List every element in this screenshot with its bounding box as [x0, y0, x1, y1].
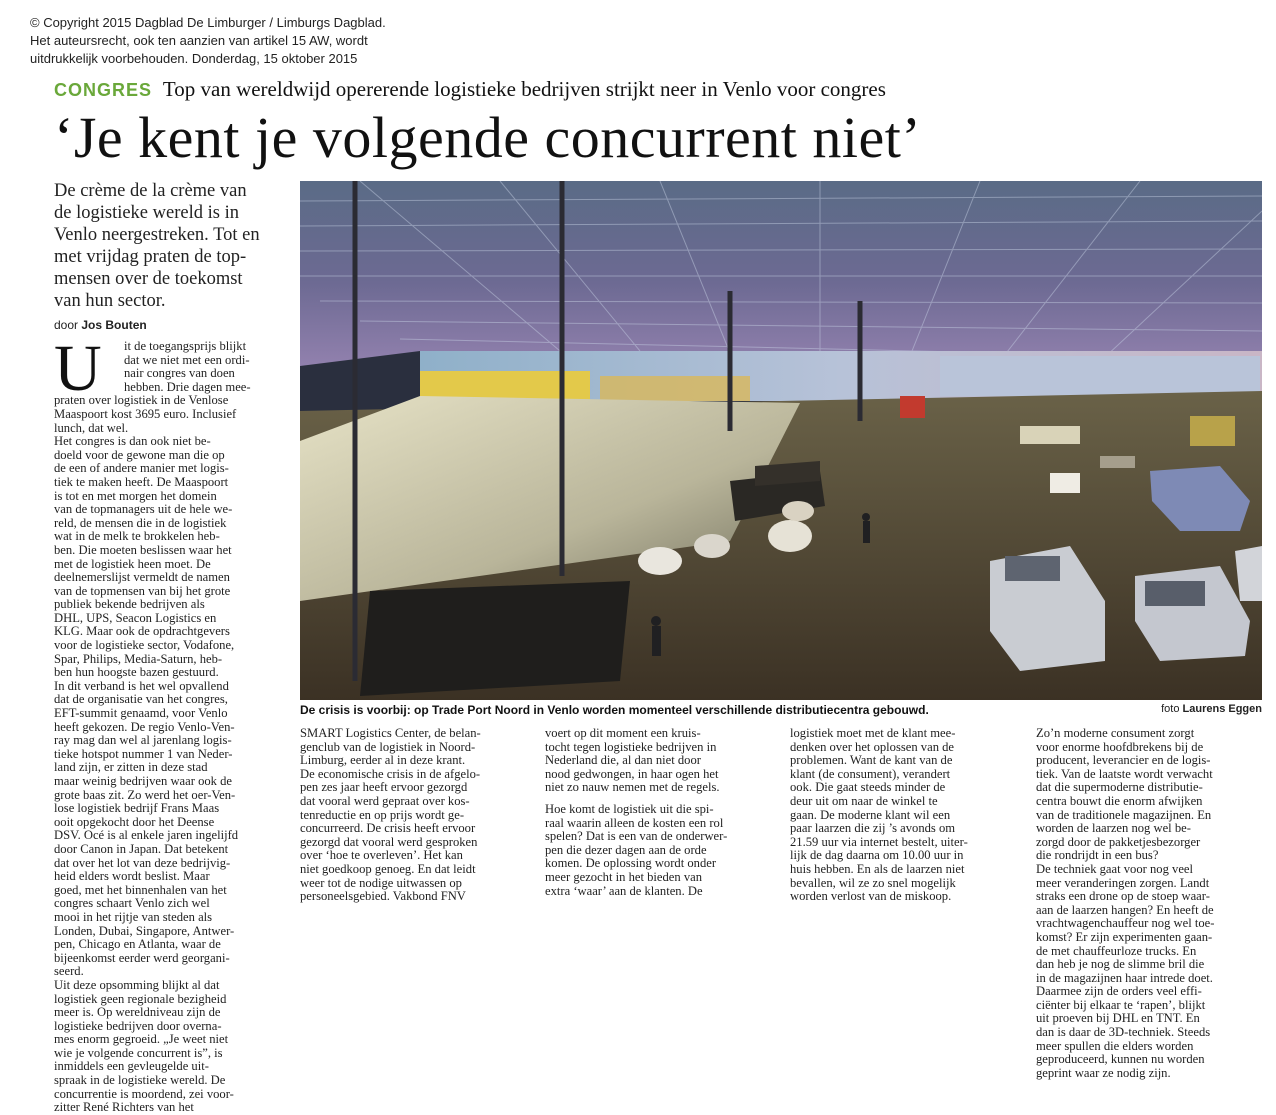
- text-line: personeelsgebied. Vakbond FNV: [300, 889, 466, 904]
- text-line: pen, Chicago en Atlanta, waar de: [54, 937, 221, 952]
- text-line: pen die dezer dagen aan de orde: [545, 842, 707, 857]
- intro-line: van hun sector.: [54, 291, 166, 311]
- text-line: inmiddels een gevleugelde uit-: [54, 1059, 209, 1074]
- text-line: ray mag dan wel al jarenlang logis-: [54, 733, 232, 748]
- text-line: maar weinig bedrijven waar ook de: [54, 774, 232, 788]
- byline-author: Jos Bouten: [81, 318, 147, 332]
- intro-line: mensen over de toekomst: [54, 269, 243, 289]
- text-line: ben hun hoogste bazen gestuurd.: [54, 665, 219, 680]
- text-line: in de magazijnen haar intrede doet.: [1036, 970, 1213, 985]
- text-line: is tot en met morgen het domein: [54, 488, 217, 503]
- text-line: logistieke bedrijven door overna-: [54, 1018, 222, 1033]
- text-line: land zijn, er zitten in deze stad: [54, 760, 208, 775]
- text-line: logistiek geen regionale bezigheid: [54, 991, 227, 1006]
- text-line: die rondrijdt in een bus?: [1036, 848, 1159, 863]
- text-line: ciënter bij elkaar te ‘rapen’, blijkt: [1036, 997, 1206, 1012]
- text-line: spelen? Dat is een van de onderwer-: [545, 829, 728, 844]
- text-line: dan is daar de 3D-techniek. Steeds: [1036, 1025, 1211, 1040]
- text-line: ben. Die moeten beslissen waar het: [54, 542, 232, 557]
- text-line: Maaspoort kost 3695 euro. Inclusief: [54, 406, 237, 421]
- text-line: van de topmensen van bij het grote: [54, 583, 231, 598]
- text-line: over ‘hoe te overleven’. Het kan: [300, 848, 463, 863]
- text-line: dat vooral werd gepraat over kos-: [300, 793, 470, 808]
- text-line: dan heb je nog de slimme bril die: [1036, 957, 1205, 972]
- text-line: lijk de dag daarna om 10.00 uur in: [790, 848, 964, 863]
- text-line: dat we niet met een ordi-: [124, 352, 250, 367]
- text-line: klant (de consument), verandert: [790, 766, 951, 781]
- text-line: De economische crisis in de afgelo-: [300, 766, 481, 781]
- kicker-label: CONGRES: [54, 80, 153, 100]
- text-line: voor de logistieke sector, Vodafone,: [54, 638, 235, 653]
- text-line: Daarmee zijn de orders veel effi-: [1036, 984, 1202, 999]
- column-paragraph: [545, 803, 775, 898]
- text-line: meer is. Op wereldniveau zijn de: [54, 1005, 221, 1020]
- text-line: voor enorme hoofdbrekens bij de: [1036, 739, 1204, 754]
- text-line: van de traditionele magazijnen. En: [1036, 807, 1212, 822]
- text-line: spraak in de logistieke wereld. De: [54, 1073, 226, 1088]
- text-line: ooit opgekocht door het Deense: [54, 814, 215, 829]
- text-line: mes enorm gegroeid. „Je weet niet: [54, 1032, 229, 1047]
- text-line: bevallen, wil ze zo snel mogelijk: [790, 875, 956, 890]
- text-line: met de logistiek heen moet. De: [54, 556, 211, 571]
- text-line: tieke hotspot nummer 1 van Neder-: [54, 746, 233, 761]
- text-line: niet zo nauw nemen met de regels.: [545, 780, 720, 795]
- text-line: SMART Logistics Center, de belan-: [300, 726, 481, 740]
- text-line: tenreductie en op prijs wordt ge-: [300, 807, 465, 822]
- text-line: 21.59 uur via internet bestelt, uiter-: [790, 834, 968, 849]
- text-line: meer spullen die elders worden: [1036, 1038, 1194, 1053]
- text-line: KLG. Maar ook de opdrachtgevers: [54, 624, 230, 639]
- text-line: geproduceerd, kunnen nu worden: [1036, 1052, 1205, 1067]
- text-line: heeft gekozen. De regio Venlo-Ven-: [54, 719, 235, 734]
- column-paragraph: [545, 727, 775, 795]
- text-line: komst? Er zijn experimenten gaan-: [1036, 929, 1213, 944]
- intro-line: De crème de la crème van: [54, 181, 247, 201]
- text-line: dat de organisatie van het congres,: [54, 692, 228, 707]
- text-line: congres schaart Venlo zich wel: [54, 896, 210, 911]
- credit-prefix: foto: [1161, 703, 1180, 715]
- text-line: meer veranderingen zorgen. Landt: [1036, 875, 1210, 890]
- text-line: EFT-summit genaamd, voor Venlo: [54, 706, 228, 721]
- text-line: tiek. Van de laatste wordt verwacht: [1036, 766, 1213, 781]
- intro-line: met vrijdag praten de top-: [54, 247, 247, 267]
- warehouse-photo: [300, 181, 1262, 700]
- headline: ‘Je kent je volgende concurrent niet’: [54, 105, 922, 170]
- text-line: zitter René Richters van het: [54, 1100, 194, 1115]
- text-line: aan de laarzen hangen? En heeft de: [1036, 902, 1214, 917]
- text-line: pen zes jaar heeft ervoor gezorgd: [300, 780, 468, 795]
- text-line: door Canon in Japan. Dat betekent: [54, 841, 229, 856]
- text-line: tiek te maken heeft. De Maaspoort: [54, 474, 229, 489]
- text-line: van de topmanagers uit de hele we-: [54, 502, 233, 517]
- text-line: mooi in het rijtje van steden als: [54, 909, 213, 924]
- text-line: gezorgd dat vooral werd gesproken: [300, 834, 478, 849]
- text-line: raal waarin alleen de kosten een rol: [545, 815, 724, 830]
- text-line: worden verlost van de miskoop.: [790, 889, 952, 904]
- byline-prefix: door: [54, 318, 79, 332]
- text-line: de met chauffeurloze trucks. En: [1036, 943, 1197, 958]
- article-column-2: [300, 727, 530, 904]
- subhead: Top van wereldwijd opererende logistieke bedrijven strijkt neer in Venlo voor congres: [162, 77, 886, 101]
- text-line: publiek bekende bedrijven als: [54, 597, 205, 612]
- article-column-3: [545, 727, 775, 898]
- copyright-line: Het auteursrecht, ook ten aanzien van artikel 15 AW, wordt: [30, 33, 368, 48]
- text-line: straks een drone op de stoep waar-: [1036, 889, 1210, 904]
- text-line: centra bouwt die enorm afwijken: [1036, 793, 1203, 808]
- text-line: Spar, Philips, Media-Saturn, heb-: [54, 651, 223, 666]
- text-line: extra ‘waar’ aan de klanten. De: [545, 883, 703, 898]
- text-line: zorgd door de pakketjesbezorger: [1036, 834, 1201, 849]
- text-line: deur uit om naar de winkel te: [790, 793, 938, 808]
- text-line: worden de laarzen nog wel be-: [1036, 821, 1191, 836]
- text-line: grote baas zit. Zo werd het oer-Ven-: [54, 787, 236, 802]
- subhead-row: [54, 77, 886, 102]
- text-line: Londen, Dubai, Singapore, Antwer-: [54, 923, 235, 938]
- text-line: lunch, dat wel.: [54, 420, 129, 435]
- text-line: praten over logistiek in de Venlose: [54, 393, 229, 408]
- text-line: denken over het oplossen van de: [790, 739, 955, 754]
- text-line: weer tot de nodige uitwassen op: [300, 875, 462, 890]
- text-line: Limburg, eerder al in deze krant.: [300, 753, 466, 768]
- text-line: wie je volgende concurrent is”, is: [54, 1045, 223, 1060]
- article-column-1: [54, 332, 284, 1115]
- text-line: de een of andere manier met logis-: [54, 461, 229, 476]
- photo-caption: De crisis is voorbij: op Trade Port Noord in Venlo worden momenteel verschillende distributiecentra gebouwd.: [300, 703, 929, 717]
- text-line: doeld voor de gewone man die op: [54, 447, 225, 462]
- text-line: nood gedwongen, in haar ogen het: [545, 766, 719, 781]
- text-line: logistiek moet met de klant mee-: [790, 726, 956, 740]
- copyright-line: © Copyright 2015 Dagblad De Limburger / Limburgs Dagblad.: [30, 15, 386, 30]
- text-line: gaan. De moderne klant wil een: [790, 807, 951, 822]
- text-line: vrachtwagenchauffeur nog wel toe-: [1036, 916, 1215, 931]
- byline: [54, 318, 147, 332]
- text-line: heid elders wordt beslist. Maar: [54, 869, 210, 884]
- text-line: geprint waar ze nodig zijn.: [1036, 1065, 1171, 1080]
- text-line: concurreerd. De crisis heeft ervoor: [300, 821, 476, 836]
- text-line: De techniek gaat voor nog veel: [1036, 861, 1194, 876]
- text-line: DSV. Océ is al enkele jaren ingelijfd: [54, 828, 239, 843]
- text-line: reld, de mensen die in de logistiek: [54, 515, 227, 530]
- text-line: goed, met het binnenhalen van het: [54, 882, 227, 897]
- text-line: ook. Die gaat steeds minder de: [790, 780, 946, 795]
- text-line: bijeenkomst eerder werd georgani-: [54, 950, 230, 965]
- photo-credit: [1161, 703, 1262, 715]
- article-column-4: [790, 727, 1020, 904]
- text-line: producent, leverancier en de logis-: [1036, 753, 1211, 768]
- text-line: problemen. Want de kant van de: [790, 753, 953, 768]
- text-line: hebben. Drie dagen mee-: [124, 379, 251, 394]
- intro-paragraph: [54, 180, 289, 312]
- copyright-notice: [30, 14, 386, 68]
- text-line: Hoe komt de logistiek uit die spi-: [545, 801, 714, 816]
- text-line: wat in de melk te brokkelen heb-: [54, 529, 220, 544]
- text-line: huis hebben. En als de laarzen niet: [790, 861, 965, 876]
- text-line: it de toegangsprijs blijkt: [124, 339, 247, 353]
- text-line: voert op dit moment een kruis-: [545, 726, 701, 740]
- text-line: In dit verband is het wel opvallend: [54, 678, 229, 693]
- text-line: dat die supermoderne distributie-: [1036, 780, 1203, 795]
- copyright-line: uitdrukkelijk voorbehouden. Donderdag, 15 oktober 2015: [30, 51, 358, 66]
- credit-name: Laurens Eggen: [1182, 703, 1262, 715]
- article-column-5: [1036, 727, 1266, 1080]
- text-line: niet goedkoop genoeg. En dat leidt: [300, 861, 476, 876]
- text-line: lose logistiek bedrijf Frans Maas: [54, 801, 220, 816]
- text-line: Het congres is dan ook niet be-: [54, 434, 211, 449]
- text-line: concurrentie is moordend, zei voor-: [54, 1086, 234, 1101]
- drop-cap: U: [54, 332, 102, 405]
- text-line: deelnemerslijst vermeldt de namen: [54, 570, 230, 585]
- intro-line: Venlo neergestreken. Tot en: [54, 225, 260, 245]
- text-line: dat over het lot van deze bedrijvig-: [54, 855, 231, 870]
- text-line: komen. De oplossing wordt onder: [545, 856, 717, 871]
- column-body: [54, 394, 284, 1114]
- text-line: genclub van de logistiek in Noord-: [300, 739, 476, 754]
- text-line: uit proeven bij DHL en TNT. En: [1036, 1011, 1200, 1026]
- text-line: nair congres van doen: [124, 366, 235, 381]
- text-line: tocht tegen logistieke bedrijven in: [545, 739, 717, 754]
- text-line: meer gezocht in het bieden van: [545, 869, 703, 884]
- text-line: paar laarzen die zij ’s avonds om: [790, 821, 956, 836]
- text-line: Uit deze opsomming blijkt al dat: [54, 977, 220, 992]
- text-line: Nederland die, al dan niet door: [545, 753, 701, 768]
- text-line: seerd.: [54, 964, 84, 979]
- text-line: DHL, UPS, Seacon Logistics en: [54, 610, 217, 625]
- text-line: Zo’n moderne consument zorgt: [1036, 726, 1195, 740]
- intro-line: de logistieke wereld is in: [54, 203, 239, 223]
